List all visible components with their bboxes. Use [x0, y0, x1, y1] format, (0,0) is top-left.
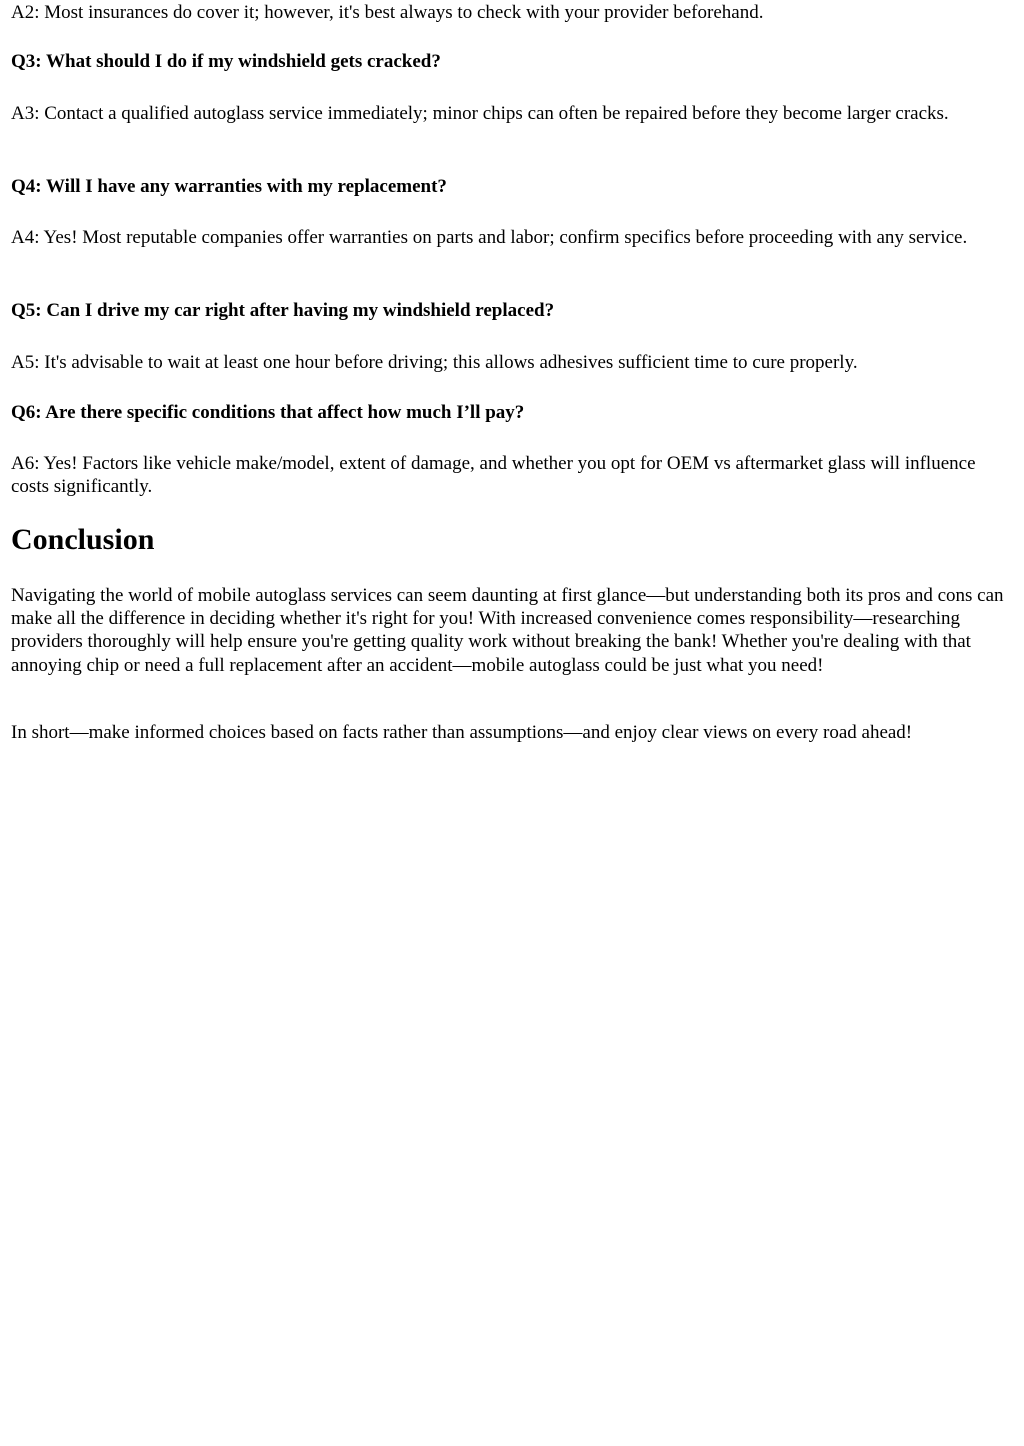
faq-answer-6: A6: Yes! Factors like vehicle make/model, extent of damage, and whether you opt for OEM vs aftermarket glass will influence costs significantly.: [11, 453, 976, 497]
conclusion-paragraph-2: In short—make informed choices based on facts rather than assumptions—and enjoy clear views on every road ahead!: [11, 722, 913, 743]
faq-answer-2: A2: Most insurances do cover it; however, it's best always to check with your provider beforehand.: [11, 2, 764, 23]
faq-answer-4: A4: Yes! Most reputable companies offer warranties on parts and labor; confirm specifics before proceeding with any service.: [11, 227, 968, 248]
faq-answer-3: A3: Contact a qualified autoglass service immediately; minor chips can often be repaired before they become larger cracks.: [11, 103, 949, 124]
faq-question-5: Q5: Can I drive my car right after having my windshield replaced?: [11, 300, 555, 321]
conclusion-heading: Conclusion: [11, 523, 155, 556]
faq-question-4: Q4: Will I have any warranties with my replacement?: [11, 176, 447, 197]
faq-question-3: Q3: What should I do if my windshield gets cracked?: [11, 51, 441, 72]
conclusion-paragraph-1: Navigating the world of mobile autoglass services can seem daunting at first glance—but understanding both its pros and cons can make all the difference in deciding whether it's right for you! With increased convenience comes responsibility—researching providers thoroughly will help ensure you're getting quality work without breaking the bank! Whether you're dealing with that annoying chip or need a full replacement after an accident—mobile autoglass could be just what you need!: [11, 585, 1004, 676]
faq-question-6: Q6: Are there specific conditions that affect how much I’ll pay?: [11, 402, 525, 423]
faq-answer-5: A5: It's advisable to wait at least one hour before driving; this allows adhesives sufficient time to cure properly.: [11, 352, 858, 373]
